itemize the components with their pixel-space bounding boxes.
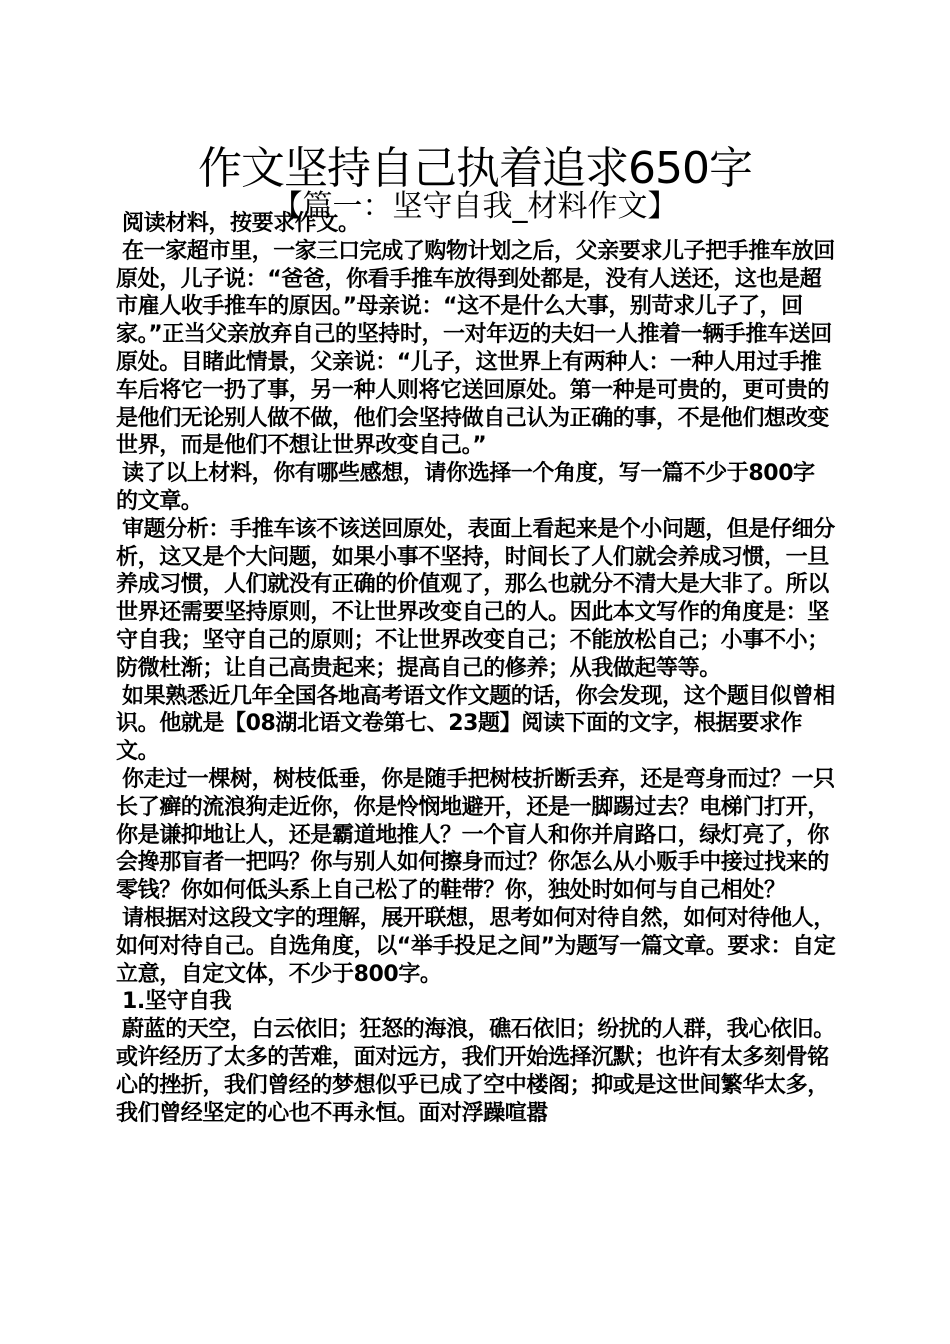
paragraph-exam-requirement: 请根据对这段文字的理解，展开联想，思考如何对待自然，如何对待他人，如何对待自己。自选角度，以“举手投足之间”为题写一篇文章。要求：自定立意，自定文体，不少于800字。 [116,905,836,987]
document-title: 作文坚持自己执着追求650字 [198,143,752,195]
paragraph-instruction: 阅读材料，按要求作文。 [122,211,360,236]
section-heading: 1.坚守自我 [122,989,232,1015]
document-subtitle: 【篇一：坚守自我_材料作文】 [272,188,678,224]
paragraph-task: 读了以上材料，你有哪些感想，请你选择一个角度，写一篇不少于800字的文章。 [116,461,815,514]
paragraph-analysis: 审题分析：手推车该不该送回原处，表面上看起来是个小问题，但是仔细分析，这又是个大问题，如果小事不坚持，时间长了人们就会养成习惯，一旦养成习惯，人们就没有正确的价值观了，那么也就分不清大是大非了。所以世界还需要坚持原则，不让世界改变自己的人。因此本文写作的角度是：坚守自我；坚守自己的原则；不让世界改变自己；不能放松自己；小事不小；防微杜渐；让自己高贵起来；提高自己的修养；从我做起等等。 [116,516,835,681]
paragraph-essay: 蔚蓝的天空，白云依旧；狂怒的海浪，礁石依旧；纷扰的人群，我心依旧。或许经历了太多的苦难，面对远方，我们开始选择沉默；也许有太多刻骨铭心的挫折，我们曾经的梦想似乎已成了空中楼阁；抑或是这世间繁华太多，我们曾经坚定的心也不再永恒。面对浮躁喧嚣 [116,1017,835,1126]
paragraph-exam-text: 你走过一棵树，树枝低垂，你是随手把树枝折断丢弃，还是弯身而过？一只长了癣的流浪狗走近你，你是怜悯地避开，还是一脚踢过去？电梯门打开，你是谦抑地让人，还是霸道地推人？一个盲人和你并肩路口，绿灯亮了，你会搀那盲者一把吗？你与别人如何擦身而过？你怎么从小贩手中接过找来的零钱？你如何低头系上自己松了的鞋带？你，独处时如何与自己相处？ [116,766,835,904]
paragraph-exam-reference: 如果熟悉近几年全国各地高考语文作文题的话，你会发现，这个题目似曾相识。他就是【08湖北语文卷第七、23题】阅读下面的文字，根据要求作文。 [116,683,835,765]
paragraph-material: 在一家超市里，一家三口完成了购物计划之后，父亲要求儿子把手推车放回原处，儿子说：“爸爸，你看手推车放得到处都是，没有人送还，这也是超市雇人收手推车的原因。”母亲说：“这不是什么大事，别苛求儿子了，回家。”正当父亲放弃自己的坚持时，一对年迈的夫妇一人推着一辆手推车送回原处。目睹此情景，父亲说：“儿子，这世界上有两种人：一种人用过手推车后将它一扔了事，另一种人则将它送回原处。第一种是可贵的，更可贵的是他们无论别人做不做，他们会坚持做自己认为正确的事，不是他们想改变世界，而是他们不想让世界改变自己。” [116,238,835,459]
document-body [116,210,836,1127]
